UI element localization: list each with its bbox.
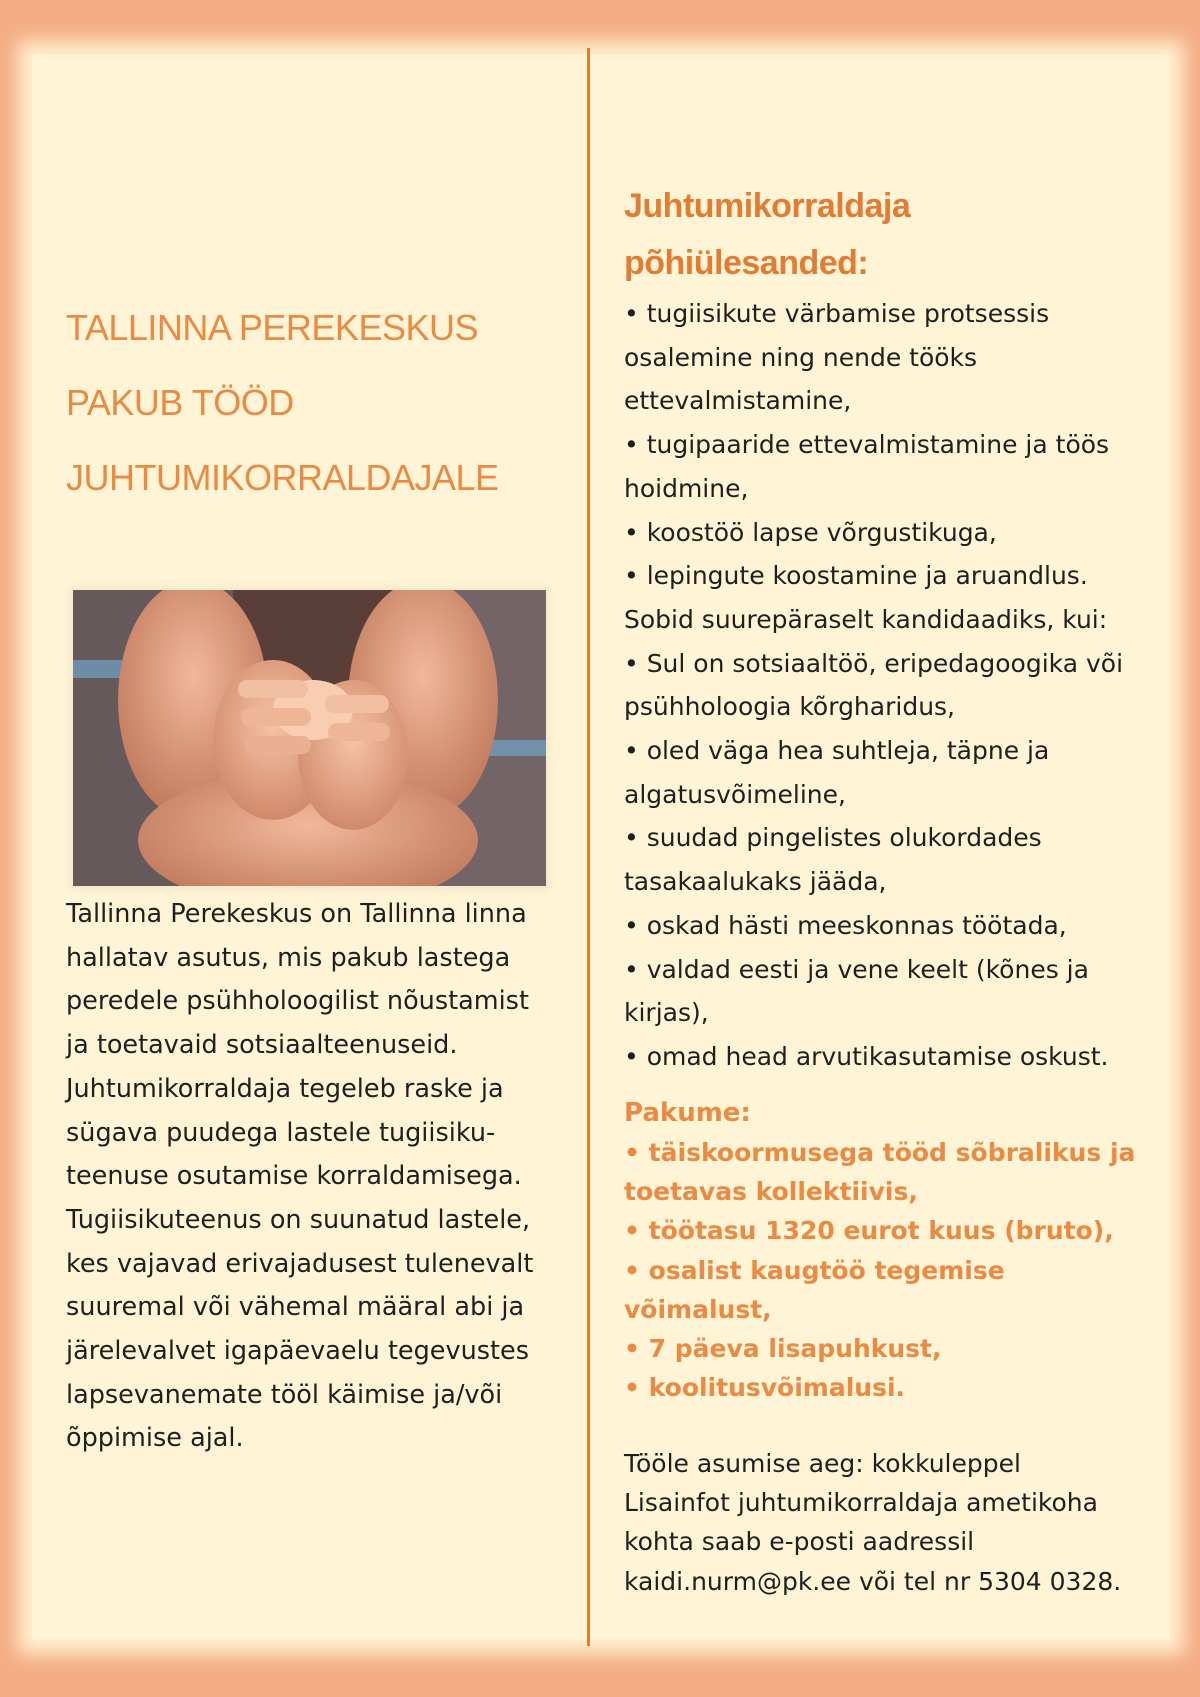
intro-line: teenuse osutamise korraldamisega. bbox=[66, 1161, 522, 1192]
candidate-line: tasakaalukaks jääda, bbox=[624, 867, 887, 897]
tasks-line: • lepingute koostamine ja aruandlus. bbox=[624, 561, 1088, 591]
contact-line: kohta saab e-posti aadressil bbox=[624, 1527, 975, 1557]
intro-line: Juhtumikorraldaja tegeleb raske ja bbox=[66, 1073, 504, 1104]
offer-line: toetavas kollektiivis, bbox=[624, 1176, 918, 1206]
candidate-line: algatusvõimeline, bbox=[624, 779, 846, 809]
candidate-line: • suudad pingelistes olukordades bbox=[624, 823, 1042, 853]
candidate-list bbox=[624, 642, 1144, 1079]
candidate-line: • Sul on sotsiaaltöö, eripedagoogika või bbox=[624, 648, 1124, 678]
hands-photo-illustration bbox=[73, 590, 546, 886]
intro-line: õppimise ajal. bbox=[66, 1423, 244, 1454]
intro-paragraph bbox=[66, 893, 566, 1461]
contact-line: Lisainfot juhtumikorraldaja ametikoha bbox=[624, 1488, 1098, 1518]
candidate-line: • omad head arvutikasutamise oskust. bbox=[624, 1041, 1109, 1071]
offer-line: • 7 päeva lisapuhkust, bbox=[624, 1334, 942, 1364]
candidate-line: psühholoogia kõrgharidus, bbox=[624, 692, 956, 722]
tasks-line: • tugiisikute värbamise protsessis bbox=[624, 299, 1050, 328]
offer-line: • osalist kaugtöö tegemise võimalust, bbox=[624, 1255, 1005, 1324]
tasks-heading-line-1: Juhtumikorraldaja bbox=[624, 187, 911, 225]
tasks-line: ettevalmistamine, bbox=[624, 386, 852, 416]
candidate-line: • oskad hästi meeskonnas töötada, bbox=[624, 910, 1067, 940]
candidate-line: • oled väga hea suhtleja, täpne ja bbox=[624, 736, 1050, 766]
hands-photo bbox=[73, 590, 546, 886]
intro-line: hallatav asutus, mis pakub lastega bbox=[66, 942, 511, 973]
contact-info bbox=[624, 1444, 1144, 1601]
intro-line: Tugiisikuteenus on suunatud lastele, bbox=[66, 1204, 531, 1235]
title-line-2: PAKUB TÖÖD bbox=[66, 382, 294, 423]
candidate-line: • valdad eesti ja vene keelt (kõnes ja bbox=[624, 954, 1089, 984]
offer-line: • koolitusvõimalusi. bbox=[624, 1373, 906, 1403]
tasks-line: hoidmine, bbox=[624, 473, 749, 503]
candidate-intro: Sobid suurepäraselt kandidaadiks, kui: bbox=[624, 604, 1108, 634]
tasks-line: • tugipaaride ettevalmistamine ja töös bbox=[624, 430, 1110, 460]
intro-line: peredele psühholoogilist nõustamist bbox=[66, 986, 529, 1017]
offer-list bbox=[624, 1133, 1144, 1408]
column-divider bbox=[587, 48, 590, 1646]
contact-email-phone[interactable]: kaidi.nurm@pk.ee või tel nr 5304 0328. bbox=[624, 1566, 1122, 1596]
tasks-list bbox=[624, 292, 1144, 598]
offer-line: • täiskoormusega tööd sõbralikus ja bbox=[624, 1137, 1136, 1167]
tasks-line: • koostöö lapse võrgustikuga, bbox=[624, 517, 997, 547]
right-column bbox=[624, 178, 1144, 1601]
intro-line: suuremal või vähemal määral abi ja bbox=[66, 1292, 525, 1323]
title-line-1: TALLINNA PEREKESKUS bbox=[66, 307, 478, 348]
intro-line: sügava puudega lastele tugiisiku- bbox=[66, 1117, 496, 1148]
tasks-line: osalemine ning nende tööks bbox=[624, 342, 978, 372]
intro-line: kes vajavad erivajadusest tulenevalt bbox=[66, 1248, 534, 1279]
tasks-heading-line-2: põhiülesanded: bbox=[624, 244, 869, 282]
offer-heading: Pakume: bbox=[624, 1097, 751, 1128]
title-line-3: JUHTUMIKORRALDAJALE bbox=[66, 457, 499, 498]
flyer-title bbox=[66, 290, 556, 515]
intro-line: Tallinna Perekeskus on Tallinna linna bbox=[66, 899, 527, 929]
candidate-line: kirjas), bbox=[624, 998, 709, 1028]
start-date-line: Tööle asumise aeg: kokkuleppel bbox=[624, 1448, 1021, 1478]
intro-line: ja toetavaid sotsiaalteenuseid. bbox=[66, 1030, 458, 1061]
offer-line: • töötasu 1320 eurot kuus (bruto), bbox=[624, 1216, 1114, 1246]
intro-line: lapsevanemate tööl käimise ja/või bbox=[66, 1379, 503, 1410]
intro-line: järelevalvet igapäevaelu tegevustes bbox=[66, 1336, 530, 1367]
